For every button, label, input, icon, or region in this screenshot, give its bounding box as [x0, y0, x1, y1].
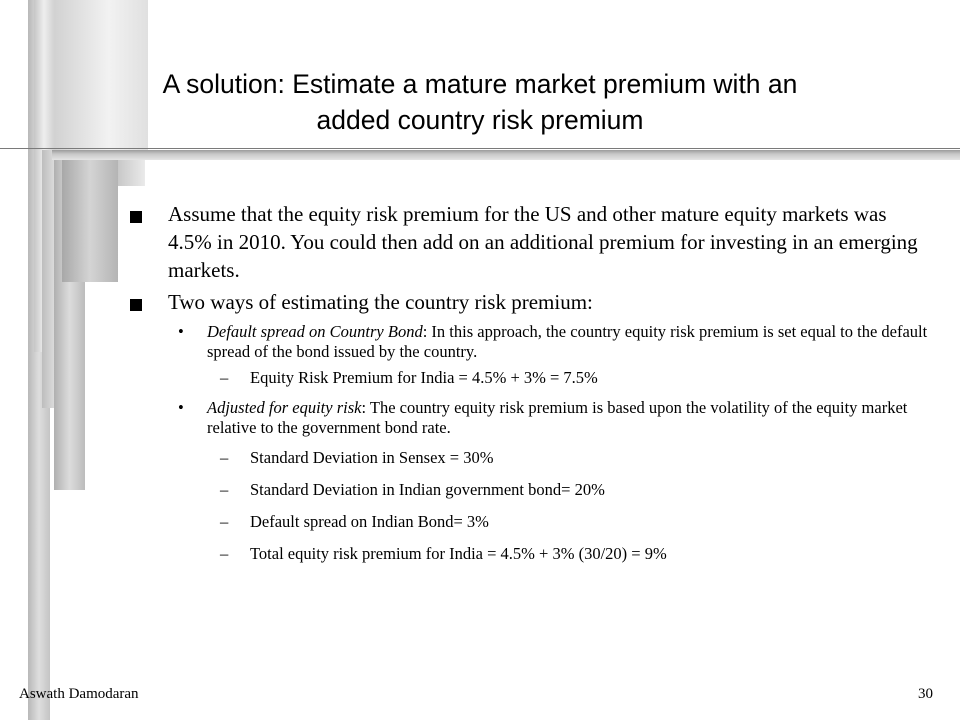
sub-bullet-term: Adjusted for equity risk: [207, 398, 362, 417]
decorative-bar: [62, 150, 118, 282]
dot-bullet-icon: •: [178, 398, 184, 417]
dot-bullet-icon: •: [178, 322, 184, 341]
dash-item: [130, 544, 930, 564]
page-number: 30: [918, 686, 933, 702]
slide-title-line: added country risk premium: [316, 105, 644, 135]
sub-bullet-item: [130, 322, 930, 362]
slide-title: [90, 66, 870, 138]
dash-icon: –: [220, 480, 229, 499]
slide-title-line: A solution: Estimate a mature market premium with an: [162, 69, 798, 99]
sub-bullet-item: [130, 398, 930, 438]
sub-bullet-text: : In this approach, the country equity risk premium is set equal to the default spread of the bond issued by the country.: [207, 322, 928, 361]
bullet-text: Assume that the equity risk premium for the US and other mature equity markets was 4.5% in 2010. You could then add on an additional premium for investing in an emerging markets.: [168, 202, 918, 282]
title-divider-bar: [52, 150, 960, 160]
bullet-item: [130, 200, 930, 284]
footer-author: Aswath Damodaran: [19, 686, 139, 702]
dash-item-text: Total equity risk premium for India = 4.5% + 3% (30/20) = 9%: [250, 544, 667, 563]
slide-content: [130, 200, 930, 564]
title-divider-line: [0, 148, 960, 149]
dash-item-text: Standard Deviation in Indian government bond= 20%: [250, 480, 605, 499]
bullet-item: [130, 288, 930, 316]
dash-item-text: Standard Deviation in Sensex = 30%: [250, 448, 494, 467]
square-bullet-icon: [130, 211, 142, 223]
dash-icon: –: [220, 368, 229, 387]
dash-item-text: Equity Risk Premium for India = 4.5% + 3% = 7.5%: [250, 368, 598, 387]
dash-item: [130, 368, 930, 388]
dash-item-text: Default spread on Indian Bond= 3%: [250, 512, 489, 531]
dash-item: [130, 480, 930, 500]
square-bullet-icon: [130, 299, 142, 311]
dash-item: [130, 448, 930, 468]
sub-bullet-text: : The country equity risk premium is based upon the volatility of the equity market relative to the government bond rate.: [207, 398, 908, 437]
dash-icon: –: [220, 512, 229, 531]
sub-bullet-term: Default spread on Country Bond: [207, 322, 423, 341]
dash-icon: –: [220, 448, 229, 467]
dash-item: [130, 512, 930, 532]
dash-icon: –: [220, 544, 229, 563]
bullet-text: Two ways of estimating the country risk premium:: [168, 290, 593, 314]
